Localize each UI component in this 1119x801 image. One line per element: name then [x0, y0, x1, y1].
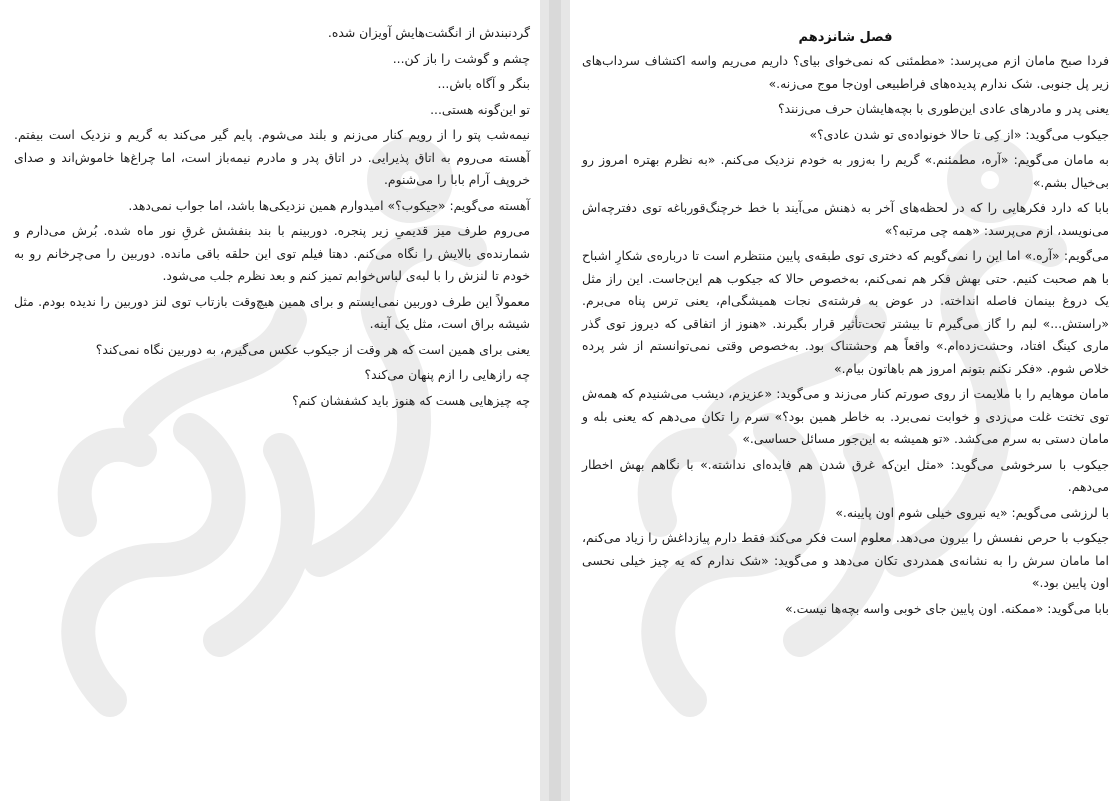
paragraph: تو این‌گونه هستی... — [430, 101, 530, 117]
paragraph: یعنی پدر و مادرهای عادی این‌طوری با بچه‌هایشان حرف می‌زنند؟ — [778, 101, 1109, 116]
paragraph: معمولاً این طرف دوربین نمی‌ایستم و برای همین هیچ‌وقت بازتاب توی لنز دوربین را ندیده بودم. مثل شیشه براق است، مثل یک آینه. — [14, 293, 530, 331]
paragraph: می‌روم طرف میز قدیمیِ زیر پنجره. دوربینم با بند بنفشش غرقِ نور ماه شده. بُرش می‌دارم و شمارنده‌ی بالایش را نگاه می‌کنم. دهتا فیلم توی این حلقه باقی مانده. دوربین را می‌چرخانم رو به خودم تا لنزش را با لبه‌ی لباس‌خوابم تمیز کنم و بعد نظرم جلب می‌شود. — [14, 223, 530, 283]
page-gutter — [540, 0, 570, 801]
paragraph: چشم و گوشت را باز کن... — [392, 50, 530, 66]
paragraph: مامان موهایم را با ملایمت از روی صورتم کنار می‌زند و می‌گوید: «عزیزم، دیشب می‌شنیدم که همه‌ش توی تختت غلت می‌زدی و خوابت نمی‌برد. به خاطر همین بود؟» سرم را تکان می‌دهم که یعنی بله و مامان دستی به سرم می‌کشد. «تو همیشه به این‌جور مسائل حساسی.» — [582, 386, 1109, 446]
right-page[interactable] — [570, 0, 1119, 801]
paragraph: با لرزشی می‌گویم: «یه نیروی خیلی شوم اون پایینه.» — [835, 504, 1109, 520]
paragraph: یعنی برای همین است که هر وقت از جیکوب عکس می‌گیرم، به دوربین نگاه نمی‌کند؟ — [95, 341, 530, 357]
left-page[interactable] — [0, 0, 540, 801]
paragraph: جیکوب می‌گوید: «از کِی تا حالا خونواده‌ی تو شدن عادی؟» — [809, 126, 1109, 142]
paragraph: بابا که دارد فکرهایی را که در لحظه‌های آخر به ذهنش می‌آیند با خط خرچنگ‌قورباغه توی دفترچه‌اش می‌نویسد، ازم می‌پرسد: «همه چی مرتبه؟» — [582, 200, 1109, 238]
chapter-title: فصل شانزدهم — [798, 30, 893, 45]
paragraph: می‌گویم: «آره.» اما این را نمی‌گویم که دختری توی طبقه‌ی پایین منتظرم است تا درباره‌ی شکارِ اشباح با هم صحبت کنیم. حتی بهش فکر هم نمی‌کنم، به‌خصوص حالا که جیکوب هم این‌جاست. این راز مثل یک دروغ بینمان فاصله انداخته. در عوض به فرشته‌ی نجات همیشگی‌ام، یعنی ترس پناه می‌برم. «راستش...» لبم را گاز می‌گیرم تا بیشتر تحت‌تأثیر قرار بگیرند. «هنوز از اتفاقی که دیروز توی گذر ماری کینگ افتاد، وحشت‌زده‌ام.» واقعاً هم وحشتناک بود. به‌خصوص وقتی نمی‌توانستم از شر پرده خلاص شوم. «فکر نکنم بتونم امروز هم باهاتون بیام.» — [582, 248, 1109, 376]
paragraph: بابا می‌گوید: «ممکنه. اون پایین جای خوبی واسه بچه‌ها نیست.» — [785, 600, 1109, 616]
paragraph: چه چیزهایی هست که هنوز باید کشفشان کنم؟ — [292, 392, 530, 408]
gutter-track — [549, 0, 561, 801]
paragraph: آهسته می‌گویم: «جیکوب؟» امیدوارم همین نزدیکی‌ها باشد، اما جواب نمی‌دهد. — [128, 197, 530, 213]
paragraph: نیمه‌شب پتو را از رویم کنار می‌زنم و بلند می‌شوم. پایم گیر می‌کند به گریم و نزدیک است بیفتم. آهسته می‌روم به اتاق پذیرایی. در اتاق پدر و مادرم نیمه‌باز است، اما چراغ‌ها خاموش‌اند و صدای خروپف آرام بابا را می‌شنوم. — [14, 127, 530, 187]
paragraph: چه رازهایی را ازم پنهان می‌کند؟ — [364, 367, 530, 382]
left-page-text — [14, 22, 530, 412]
paragraph: جیکوب با حرص نفسش را بیرون می‌دهد. معلوم است فکر می‌کند فقط دارم پیازداغش را زیاد می‌کنم، اما مامان سرش را به نشانه‌ی همدردی تکان می‌دهد و می‌گوید: «شک ندارم که یه چیز خیلی نحسی اون پایین بود.» — [582, 530, 1109, 590]
paragraph: گردنبندش از انگشت‌هایش آویزان شده. — [327, 25, 530, 40]
paragraph: به مامان می‌گویم: «آره، مطمئنم.» گریم را به‌زور به خودم نزدیک می‌کنم. «به نظرم بهتره امروز رو بی‌خیال بشم.» — [582, 152, 1109, 190]
paragraph: جیکوب با سرخوشی می‌گوید: «مثل این‌که غرق شدن هم فایده‌ای نداشته.» با نگاهم بهش اخطار می‌دهم. — [582, 456, 1109, 494]
right-page-text — [582, 50, 1109, 620]
paragraph: فردا صبح مامان ازم می‌پرسد: «مطمئنی که نمی‌خوای بیای؟ داریم می‌ریم واسه اکتشاف سرداب‌های زیر پل جنوبی. شک ندارم پدیده‌های فراطبیعی اون‌جا موج می‌زنه.» — [582, 53, 1109, 91]
paragraph: بنگر و آگاه باش... — [437, 76, 530, 91]
